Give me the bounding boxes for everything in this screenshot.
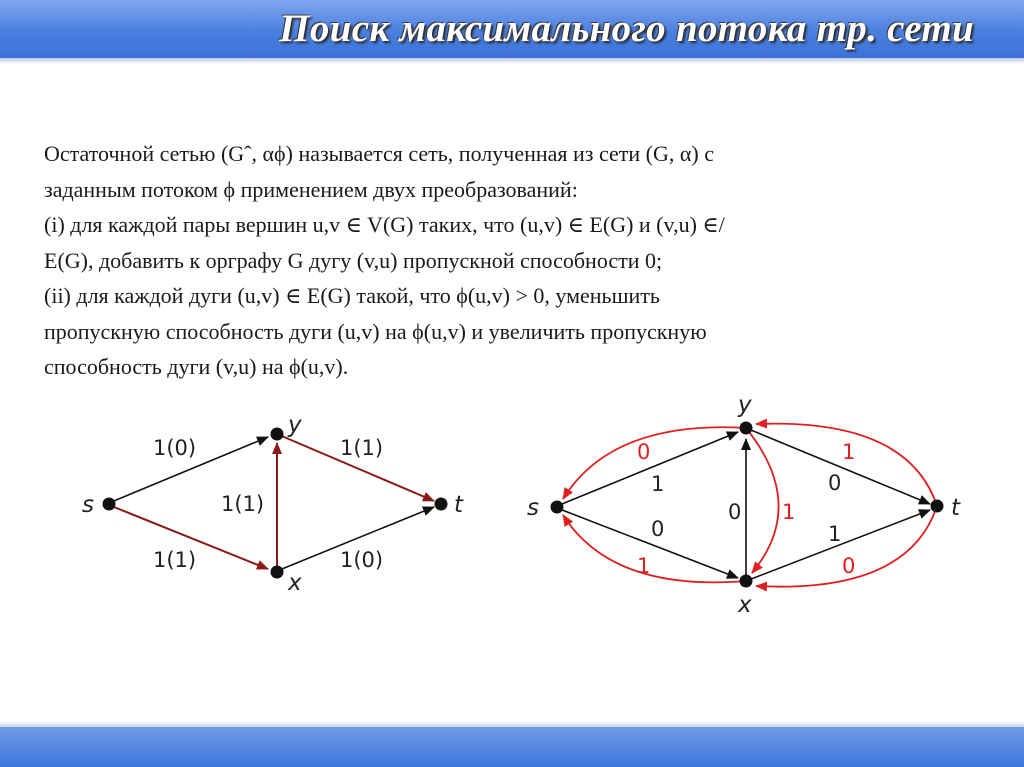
edge-label-x-y: 0 [728,500,742,524]
right-residual-graph [527,392,961,618]
node-label-y: y [738,392,752,418]
text-line: пропускную способность дуги (u,v) на ϕ(u,v) и увеличить пропускную [44,318,707,344]
edge-label-x-t: 1 [828,522,842,546]
footer-bar [0,727,1024,767]
text-line: (i) для каждой пары вершин u,v ∈ V(G) таких, что (u,v) ∈ E(G) и (v,u) ∈/ [44,212,725,237]
node-y [271,428,284,441]
edge-label-y-s: 0 [637,440,651,464]
edge-label-t-y: 1 [842,440,856,464]
edge-label-t-x: 0 [842,554,856,578]
edge-label-x-s: 1 [637,554,651,578]
edge-label-y-x: 1 [782,500,796,524]
text-line: E(G), добавить к орграфу G дугу (v,u) пропускной способности 0; [44,247,663,273]
edge-label-s-y: 1 [651,472,665,496]
node-label-x: x [288,570,302,596]
edge-label-s-x: 1(1) [153,548,197,572]
left-flow-graph [82,412,464,596]
edge-label-y-t: 0 [828,471,842,495]
text-line: заданным потоком ϕ применением двух преобразований: [44,176,578,202]
edge-label-s-x: 0 [651,517,665,541]
node-label-x: x [738,592,752,618]
residual-edge-t-y [756,424,937,506]
edge-label-x-y: 1(1) [221,492,265,516]
text-line: Остаточной сетью (Gˆ, αϕ) называется сеть, полученная из сети (G, α) с [44,141,715,166]
page-title: Поиск максимального потока тр. сети [279,7,974,50]
node-x [271,566,284,579]
edge-label-y-t: 1(1) [340,436,384,460]
text-line: способность дуги (v,u) на ϕ(u,v). [44,354,349,379]
node-label-s: s [527,495,539,521]
residual-edge-y-x [746,428,779,573]
node-t [931,500,944,513]
node-t [435,498,448,511]
edge-label-x-t: 1(0) [340,548,384,572]
node-label-s: s [82,492,94,518]
node-label-t: t [454,492,464,518]
node-y [740,422,753,435]
node-label-t: t [951,495,961,521]
text-line: (ii) для каждой дуги (u,v) ∈ E(G) такой, что ϕ(u,v) > 0, уменьшить [44,283,660,308]
node-x [740,575,753,588]
edge-label-s-y: 1(0) [153,436,197,460]
node-label-y: y [288,412,302,438]
node-s [103,498,116,511]
node-s [551,501,564,514]
